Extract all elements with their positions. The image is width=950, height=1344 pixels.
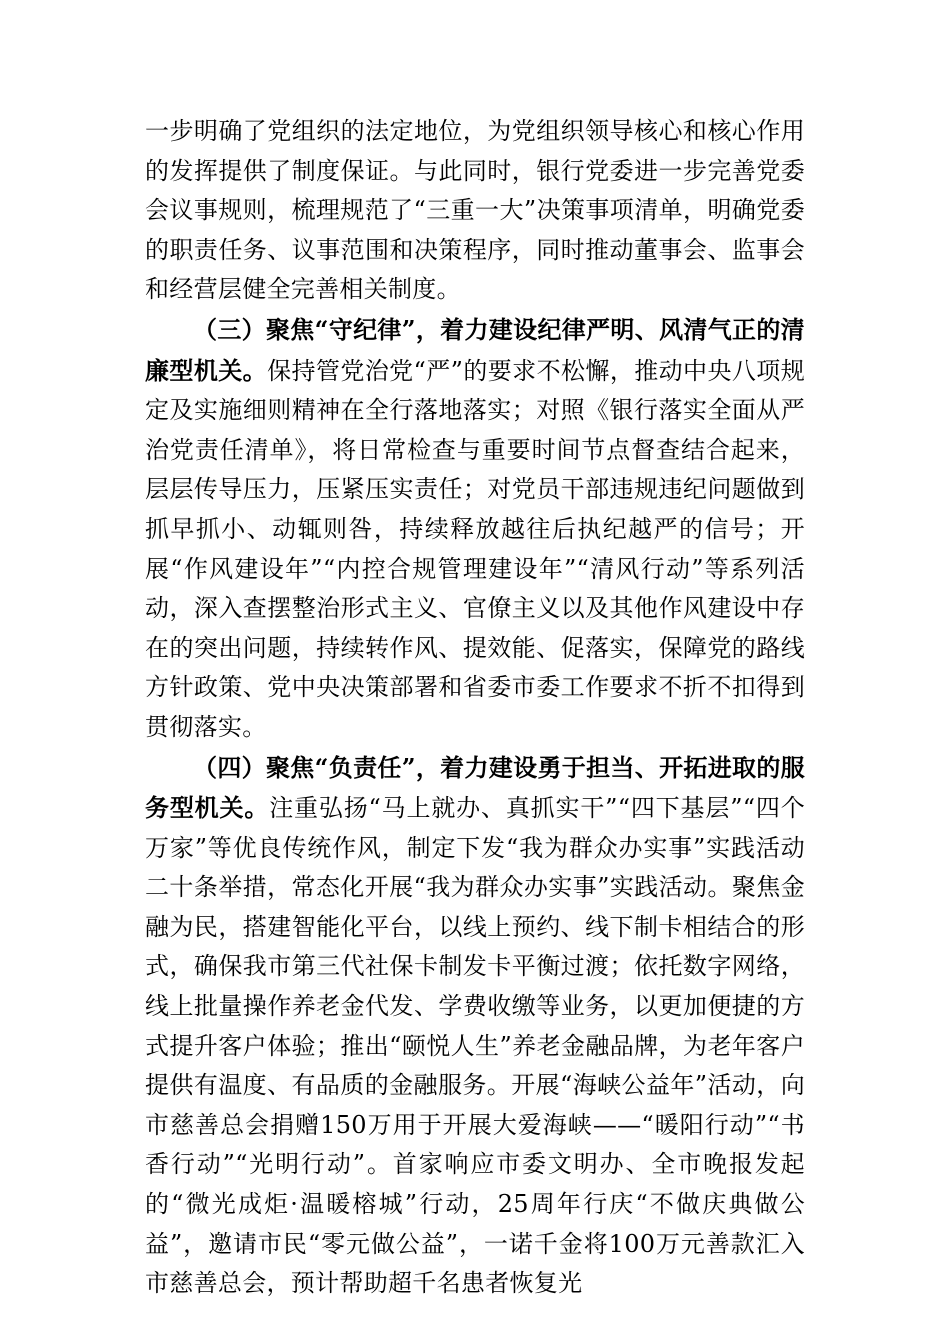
document-page	[145, 112, 805, 1304]
paragraph-body: 一步明确了党组织的法定地位，为党组织领导核心和核心作用的发挥提供了制度保证。与此同时，银行党委进一步完善党委会议事规则，梳理规范了“三重一大”决策事项清单，明确党委的职责任务、议事范围和决策程序，同时推动董事会、监事会和经营层健全完善相关制度。	[145, 117, 805, 304]
paragraph-continuation	[145, 112, 805, 310]
section-heading-three: （三）聚焦“守纪律”，着力建设纪律严明、风清气正的清廉型机关。	[145, 314, 805, 385]
paragraph-body: 注重弘扬“马上就办、真抓实干”“四下基层”“四个万家”等优良传统作风，制定下发“我为群众办实事”实践活动二十条举措，常态化开展“我为群众办实事”实践活动。聚焦金融为民，搭建智能化平台，以线上预约、线下制卡相结合的形式，确保我市第三代社保卡制发卡平衡过渡；依托数字网络，线上批量操作养老金代发、学费收缴等业务，以更加便捷的方式提升客户体验；推出“颐悦人生”养老金融品牌，为老年客户提供有温度、有品质的金融服务。开展“海峡公益年”活动，向市慈善总会捐赠150万用于开展大爱海峡——“暖阳行动”“书香行动”“光明行动”。首家响应市委文明办、全市晚报发起的“微光成炬·温暖榕城”行动，25周年行庆“不做庆典做公益”，邀请市民“零元做公益”，一诺千金将100万元善款汇入市慈善总会，预计帮助超千名患者恢复光	[145, 794, 806, 1298]
paragraph-section-three	[145, 310, 805, 748]
paragraph-section-four	[145, 748, 805, 1304]
section-heading-four: （四）聚焦“负责任”，着力建设勇于担当、开拓进取的服务型机关。	[145, 752, 805, 823]
paragraph-body: 保持管党治党“严”的要求不松懈，推动中央八项规定及实施细则精神在全行落地落实；对照《银行落实全面从严治党责任清单》，将日常检查与重要时间节点督查结合起来，层层传导压力，压紧压实责任；对党员干部违规违纪问题做到抓早抓小、动辄则咎，持续释放越往后执纪越严的信号；开展“作风建设年”“内控合规管理建设年”“清风行动”等系列活动，深入查摆整治形式主义、官僚主义以及其他作风建设中存在的突出问题，持续转作风、提效能、促落实，保障党的路线方针政策、党中央决策部署和省委市委工作要求不折不扣得到贯彻落实。	[145, 356, 806, 741]
